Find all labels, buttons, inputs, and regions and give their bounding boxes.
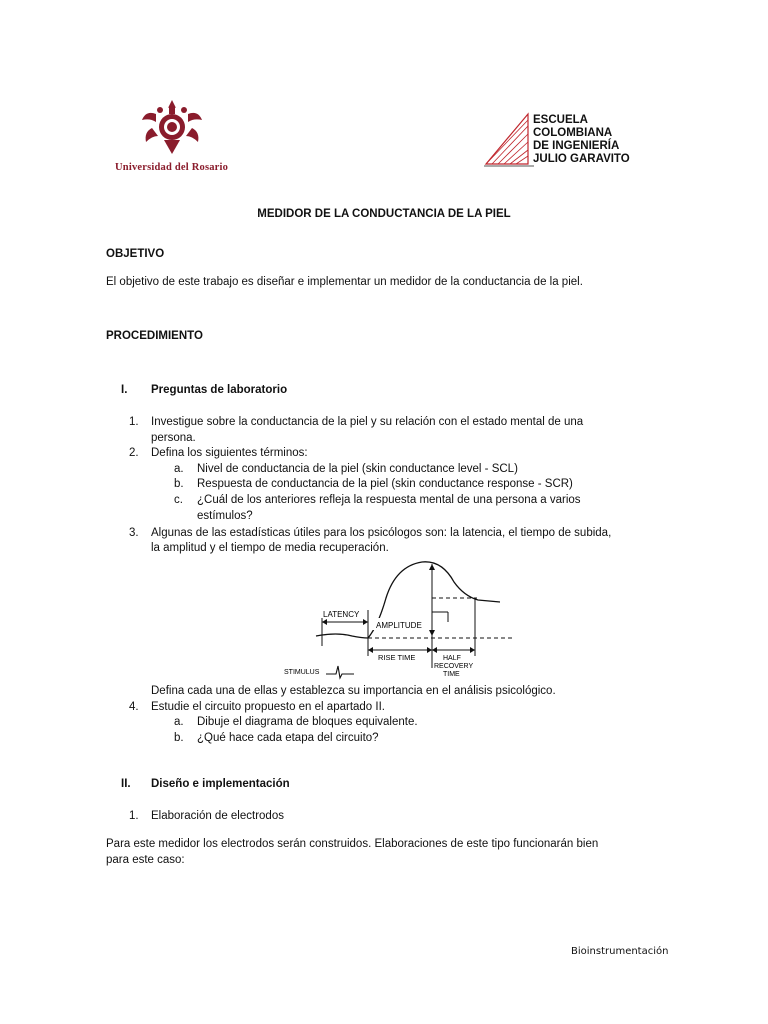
section2-item1-number: 1. bbox=[129, 810, 139, 822]
section2-numeral: II. bbox=[121, 778, 131, 790]
eci-line-1: ESCUELA bbox=[533, 114, 588, 126]
section2-heading: Diseño e implementación bbox=[151, 778, 290, 790]
q4a-text: Dibuje el diagrama de bloques equivalente. bbox=[197, 716, 418, 728]
eci-line-2: COLOMBIANA bbox=[533, 127, 613, 139]
q4-number: 4. bbox=[129, 701, 139, 713]
eci-mark-icon bbox=[484, 112, 534, 168]
rosario-name: Universidad del Rosario bbox=[115, 162, 229, 173]
label-half: HALF bbox=[443, 655, 461, 662]
label-recovery: RECOVERY bbox=[434, 663, 474, 670]
q4b-text: ¿Qué hace cada etapa del circuito? bbox=[197, 732, 379, 744]
q4a-letter: a. bbox=[174, 716, 184, 728]
q1-line-2: persona. bbox=[151, 432, 196, 444]
label-latency: LATENCY bbox=[323, 610, 360, 619]
eci-line-4: JULIO GARAVITO bbox=[533, 153, 630, 165]
scr-waveform-figure bbox=[282, 556, 532, 680]
document-title: MEDIDOR DE LA CONDUCTANCIA DE LA PIEL bbox=[257, 208, 511, 220]
rosario-logo bbox=[112, 96, 232, 176]
q3-line-2: la amplitud y el tiempo de media recuperación. bbox=[151, 542, 389, 554]
label-rise-time: RISE TIME bbox=[378, 653, 416, 662]
q1-number: 1. bbox=[129, 416, 139, 428]
q2-text: Defina los siguientes términos: bbox=[151, 447, 308, 459]
label-stimulus: STIMULUS bbox=[284, 669, 320, 676]
section2-paragraph-line-2: para este caso: bbox=[106, 854, 185, 866]
objetivo-text: El objetivo de este trabajo es diseñar e implementar un medidor de la conductancia de la piel. bbox=[106, 276, 583, 288]
objetivo-heading: OBJETIVO bbox=[106, 248, 165, 260]
q2b-text: Respuesta de conductancia de la piel (skin conductance response - SCR) bbox=[197, 478, 573, 490]
q3-number: 3. bbox=[129, 527, 139, 539]
q2b-letter: b. bbox=[174, 478, 184, 490]
q2c-letter: c. bbox=[174, 494, 183, 506]
section1-numeral: I. bbox=[121, 384, 128, 396]
q3-after: Defina cada una de ellas y establezca su importancia en el análisis psicológico. bbox=[151, 685, 556, 697]
eci-logo bbox=[484, 112, 634, 168]
q4-text: Estudie el circuito propuesto en el apartado II. bbox=[151, 701, 385, 713]
q2c-line-1: ¿Cuál de los anteriores refleja la respuesta mental de una persona a varios bbox=[197, 494, 581, 506]
q2-number: 2. bbox=[129, 447, 139, 459]
q2c-line-2: estímulos? bbox=[197, 510, 253, 522]
q3-line-1: Algunas de las estadísticas útiles para los psicólogos son: la latencia, el tiempo de subida, bbox=[151, 527, 612, 539]
q1-line-1: Investigue sobre la conductancia de la piel y su relación con el estado mental de una bbox=[151, 416, 584, 428]
eci-line-3: DE INGENIERÍA bbox=[533, 140, 620, 152]
label-time: TIME bbox=[443, 671, 460, 678]
q2a-letter: a. bbox=[174, 463, 184, 475]
page-footer: Bioinstrumentación bbox=[571, 946, 669, 957]
q2a-text: Nivel de conductancia de la piel (skin conductance level - SCL) bbox=[197, 463, 518, 475]
stimulus-pulse bbox=[326, 666, 354, 678]
q4b-letter: b. bbox=[174, 732, 184, 744]
procedimiento-heading: PROCEDIMIENTO bbox=[106, 330, 203, 342]
section2-item1-text: Elaboración de electrodos bbox=[151, 810, 284, 822]
section2-paragraph-line-1: Para este medidor los electrodos serán construidos. Elaboraciones de este tipo funcionarán bien bbox=[106, 838, 599, 850]
label-amplitude: AMPLITUDE bbox=[376, 621, 422, 630]
section1-heading: Preguntas de laboratorio bbox=[151, 384, 288, 396]
rosario-crest-icon bbox=[112, 96, 232, 158]
